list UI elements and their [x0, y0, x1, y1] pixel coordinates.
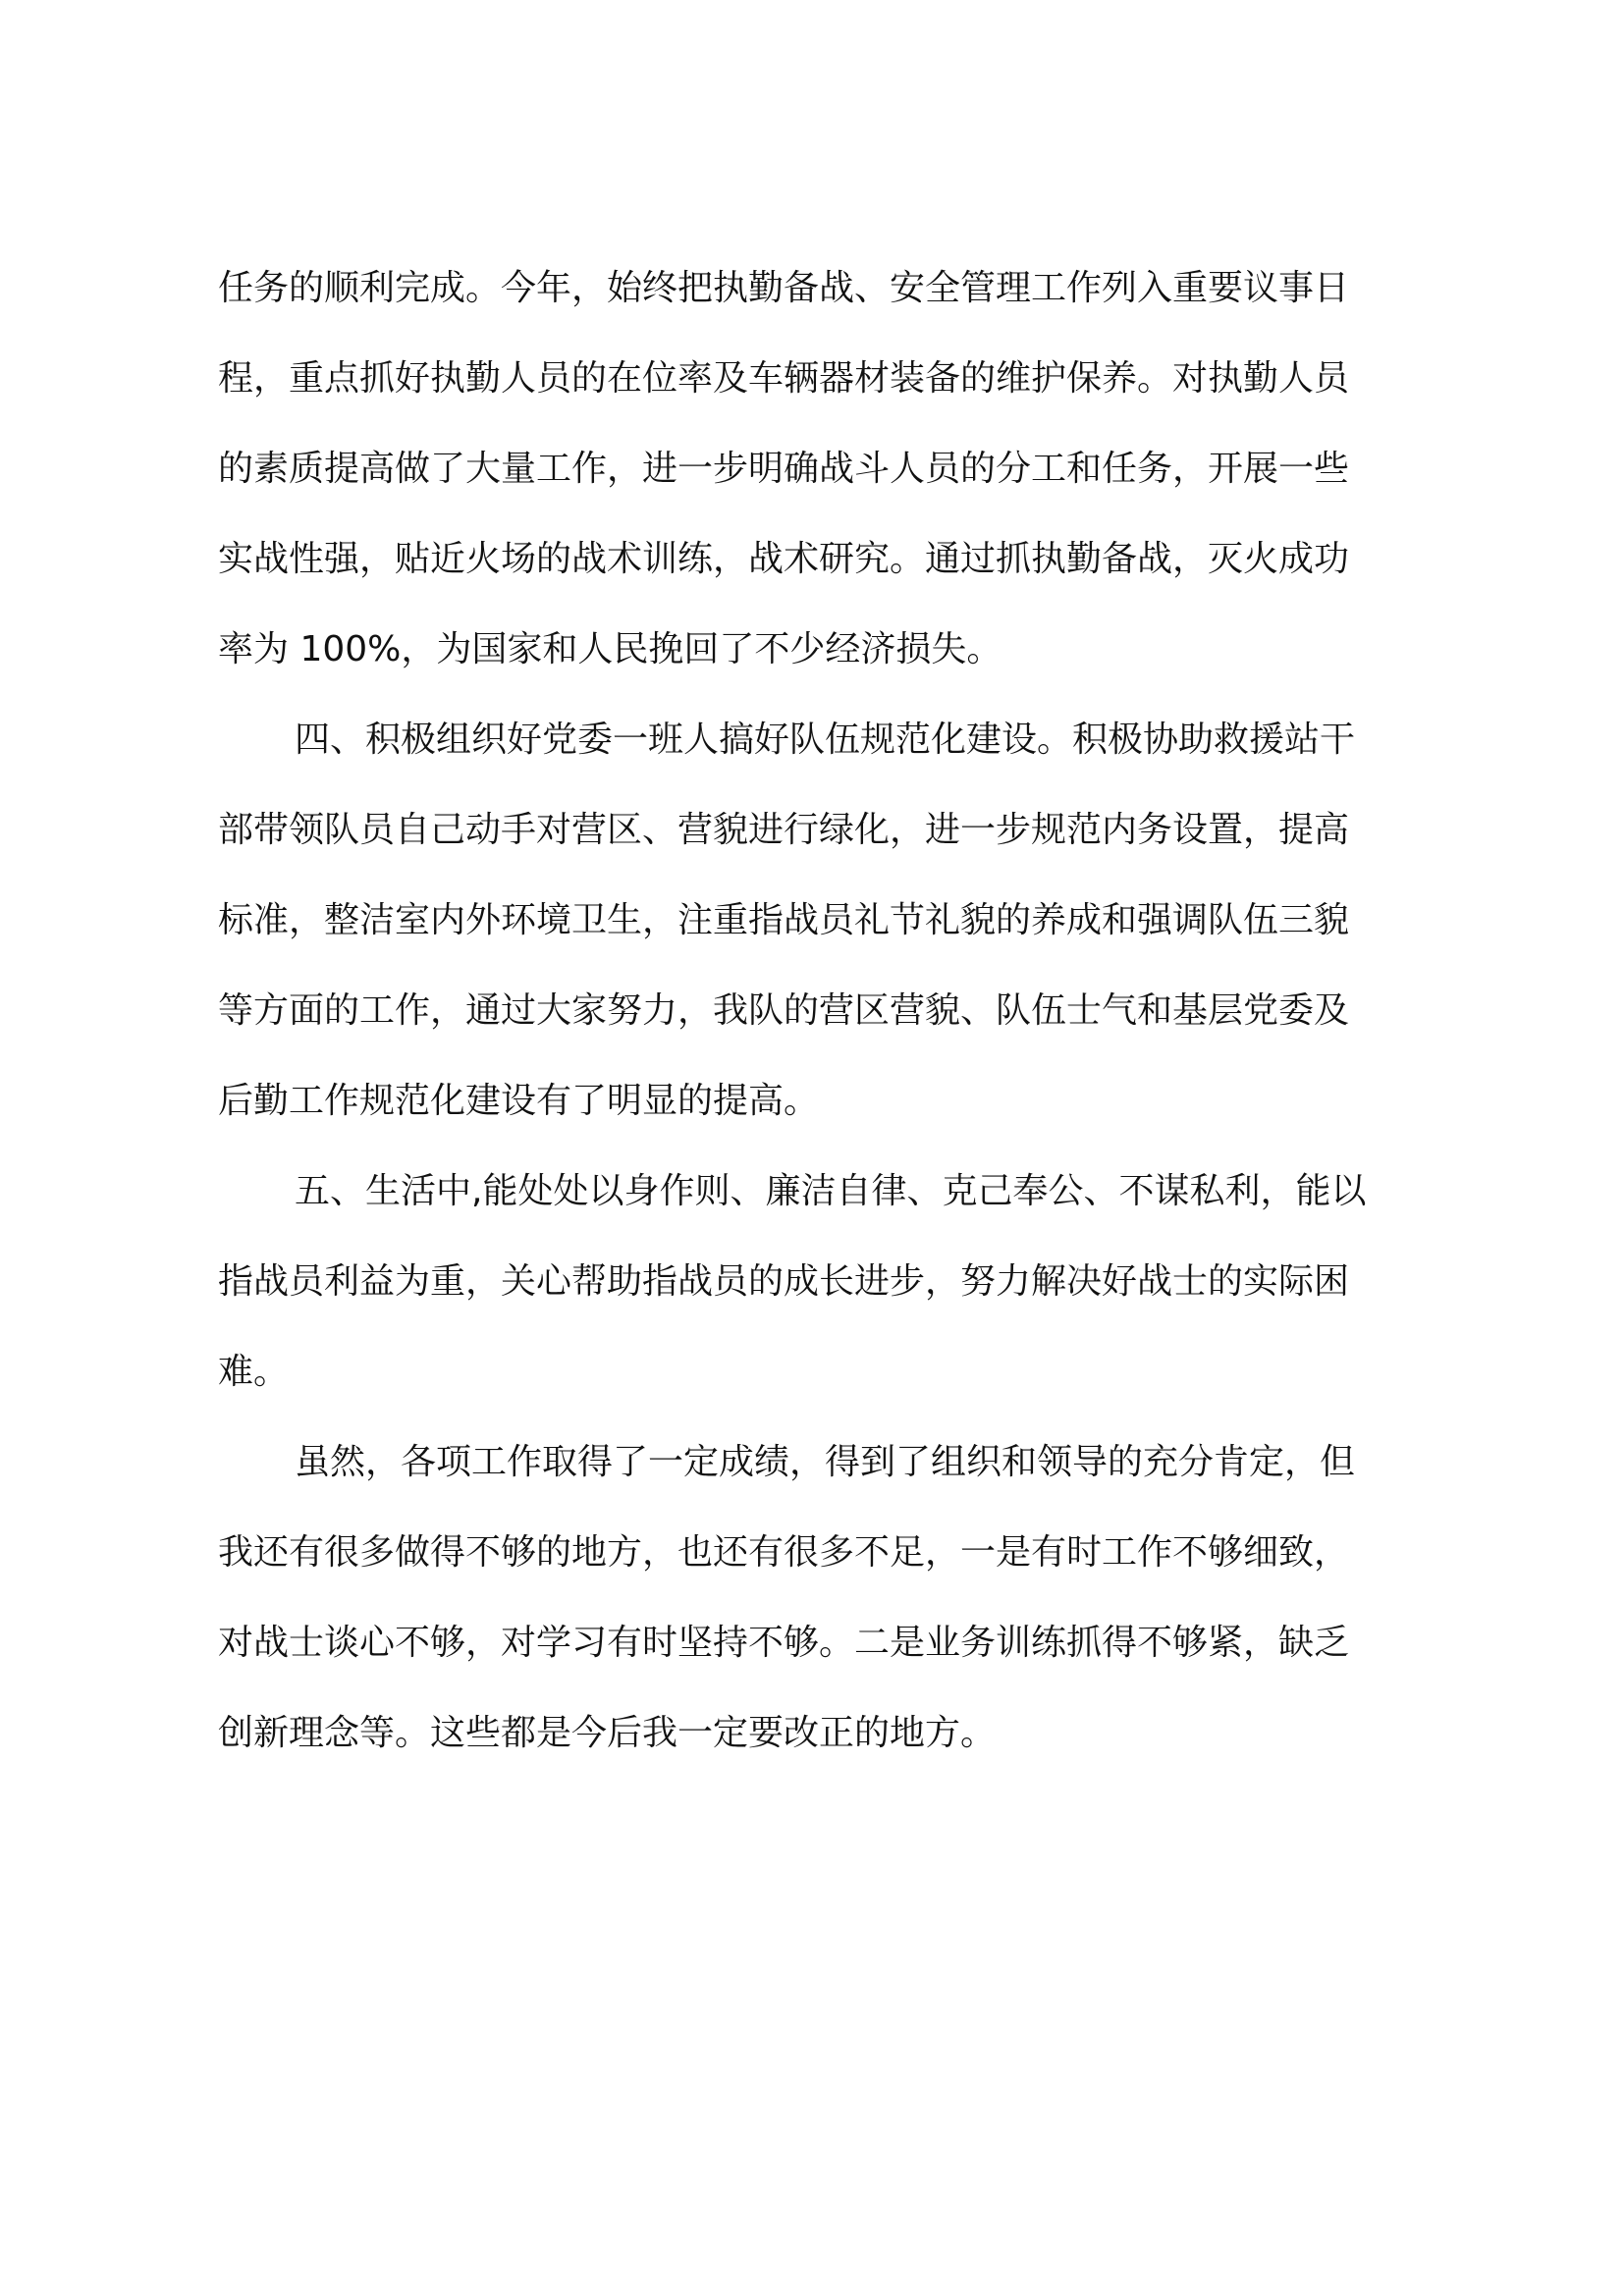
- closing-paragraph-line-2: 我还有很多做得不够的地方，也还有很多不足，一是有时工作不够细致，: [218, 1532, 1350, 1573]
- text-line-1: 任务的顺利完成。今年，始终把执勤备战、安全管理工作列入重要议事日: [218, 268, 1350, 308]
- paragraph-four-line-1: 四、积极组织好党委一班人搞好队伍规范化建设。积极协助救援站干: [295, 720, 1356, 760]
- closing-paragraph-line-3: 对战士谈心不够，对学习有时坚持不够。二是业务训练抓得不够紧，缺乏: [218, 1623, 1350, 1663]
- paragraph-five-line-3: 难。: [218, 1352, 290, 1392]
- paragraph-five-line-1: 五、生活中,能处处以身作则、廉洁自律、克己奉公、不谋私利，能以: [295, 1171, 1367, 1211]
- paragraph-five-line-2: 指战员利益为重，关心帮助指战员的成长进步，努力解决好战士的实际困: [218, 1261, 1350, 1302]
- paragraph-four-line-5: 后勤工作规范化建设有了明显的提高。: [218, 1081, 820, 1121]
- paragraph-four-line-4: 等方面的工作，通过大家努力，我队的营区营貌、队伍士气和基层党委及: [218, 990, 1350, 1031]
- text-line-4: 实战性强，贴近火场的战术训练，战术研究。通过抓执勤备战，灭火成功: [218, 539, 1350, 579]
- document-body: [218, 243, 1426, 1779]
- paragraph-four-line-2: 部带领队员自己动手对营区、营貌进行绿化，进一步规范内务设置，提高: [218, 810, 1350, 850]
- text-line-3: 的素质提高做了大量工作，进一步明确战斗人员的分工和任务，开展一些: [218, 449, 1350, 489]
- text-line-5: 率为 100%，为国家和人民挽回了不少经济损失。: [218, 629, 1002, 669]
- text-line-2: 程，重点抓好执勤人员的在位率及车辆器材装备的维护保养。对执勤人员: [218, 358, 1350, 399]
- paragraph-four-line-3: 标准，整洁室内外环境卫生，注重指战员礼节礼貌的养成和强调队伍三貌: [218, 900, 1350, 940]
- closing-paragraph-line-4: 创新理念等。这些都是今后我一定要改正的地方。: [218, 1713, 997, 1753]
- closing-paragraph-line-1: 虽然，各项工作取得了一定成绩，得到了组织和领导的充分肯定，但: [295, 1442, 1356, 1482]
